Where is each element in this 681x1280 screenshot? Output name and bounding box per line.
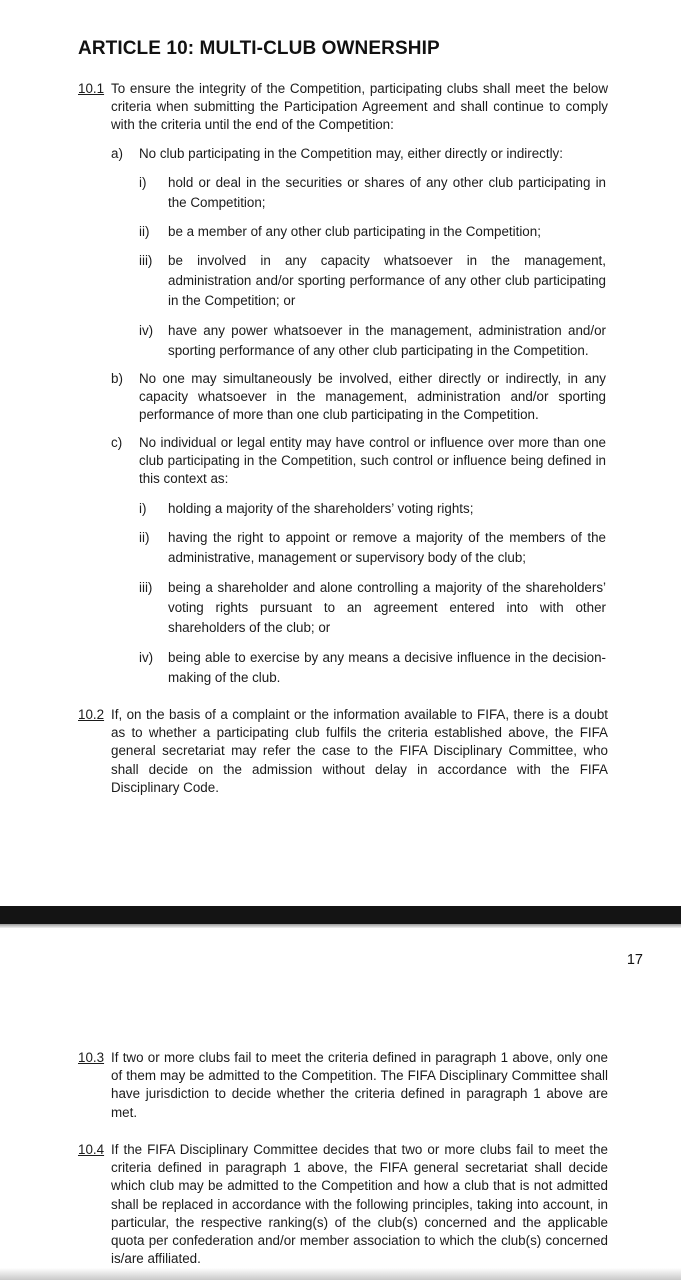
sub-clause-label: ii) [139, 530, 150, 545]
clause-a [111, 145, 606, 163]
clause-a-iv [139, 321, 606, 361]
clause-b [111, 370, 606, 425]
paragraph-number: 10.4 [78, 1142, 105, 1157]
sub-clause-label: iv) [139, 650, 154, 665]
sub-clause-label: iii) [139, 580, 153, 595]
clause-c-i [139, 499, 606, 519]
clause-text: No individual or legal entity may have control or influence over more than one club participating in the Competition, such control or influence being defined in this context as: [139, 435, 606, 487]
clause-c [111, 434, 606, 489]
sub-clause-text: being a shareholder and alone controlling a majority of the shareholders’ voting rights pursuant to an agreement entered into with other shareholders of the club; or [168, 580, 606, 635]
clause-a-i [139, 173, 606, 213]
page-break-shadow [0, 924, 681, 928]
clause-label: a) [111, 146, 123, 161]
page-number: 17 [626, 952, 643, 968]
paragraph-text: To ensure the integrity of the Competition, participating clubs shall meet the below criteria when submitting the Participation Agreement and shall continue to comply with the criteria until the end of the Competition: [111, 81, 608, 133]
paragraph-number: 10.2 [78, 707, 105, 722]
sub-clause-text: hold or deal in the securities or shares of any other club participating in the Competition; [168, 175, 606, 210]
sub-clause-label: i) [139, 175, 147, 190]
sub-clause-label: iv) [139, 323, 154, 338]
sub-clause-text: being able to exercise by any means a decisive influence in the decision-making of the club. [168, 650, 606, 685]
clause-c-iii [139, 578, 606, 638]
page-break-bar [0, 906, 681, 924]
sub-clause-label: ii) [139, 224, 150, 239]
paragraph-10-3 [78, 1049, 608, 1122]
clause-a-ii [139, 222, 606, 242]
clause-text: No one may simultaneously be involved, either directly or indirectly, in any capacity whatsoever in the management, administration and/or sporting performance of more than one club participating in the Competition. [139, 371, 606, 423]
sub-clause-text: have any power whatsoever in the management, administration and/or sporting performance of any other club participating in the Competition. [168, 323, 606, 358]
sub-clause-text: holding a majority of the shareholders’ voting rights; [168, 501, 474, 516]
clause-label: b) [111, 371, 123, 386]
paragraph-10-2 [78, 706, 608, 797]
sub-clause-label: i) [139, 501, 147, 516]
paragraph-10-1 [78, 80, 608, 135]
article-title: ARTICLE 10: MULTI-CLUB OWNERSHIP [78, 38, 440, 59]
sub-clause-text: be involved in any capacity whatsoever in the management, administration and/or sporting performance of any other club participating in the Competition; or [168, 253, 606, 308]
paragraph-text: If, on the basis of a complaint or the information available to FIFA, there is a doubt as to whether a participating club fulfils the criteria established above, the FIFA general secretariat may refer the case to the FIFA Disciplinary Committee, who shall decide on the admission without delay in accordance with the FIFA Disciplinary Code. [111, 707, 608, 795]
sub-clause-label: iii) [139, 253, 153, 268]
clause-text: No club participating in the Competition may, either directly or indirectly: [139, 146, 563, 161]
sub-clause-text: having the right to appoint or remove a majority of the members of the administrative, management or supervisory body of the club; [168, 530, 606, 565]
paragraph-text: If two or more clubs fail to meet the criteria defined in paragraph 1 above, only one of them may be admitted to the Competition. The FIFA Disciplinary Committee shall have jurisdiction to decide whether the criteria defined in paragraph 1 above are met. [111, 1050, 608, 1120]
paragraph-number: 10.1 [78, 81, 105, 96]
paragraph-text: If the FIFA Disciplinary Committee decides that two or more clubs fail to meet the criteria defined in paragraph 1 above, the FIFA general secretariat shall decide which club may be admitted to the Competition and how a club that is not admitted shall be replaced in accordance with the following principles, taking into account, in particular, the respective ranking(s) of the club(s) concerned and the applicable quota per confederation and/or member association to which the club(s) concerned is/are affiliated. [111, 1142, 608, 1267]
clause-label: c) [111, 435, 123, 450]
paragraph-10-4 [78, 1141, 608, 1268]
clause-c-iv [139, 648, 606, 688]
clause-c-ii [139, 528, 606, 568]
paragraph-number: 10.3 [78, 1050, 105, 1065]
clause-a-iii [139, 251, 606, 311]
sub-clause-text: be a member of any other club participating in the Competition; [168, 224, 541, 239]
bottom-edge-shadow [0, 1268, 681, 1280]
